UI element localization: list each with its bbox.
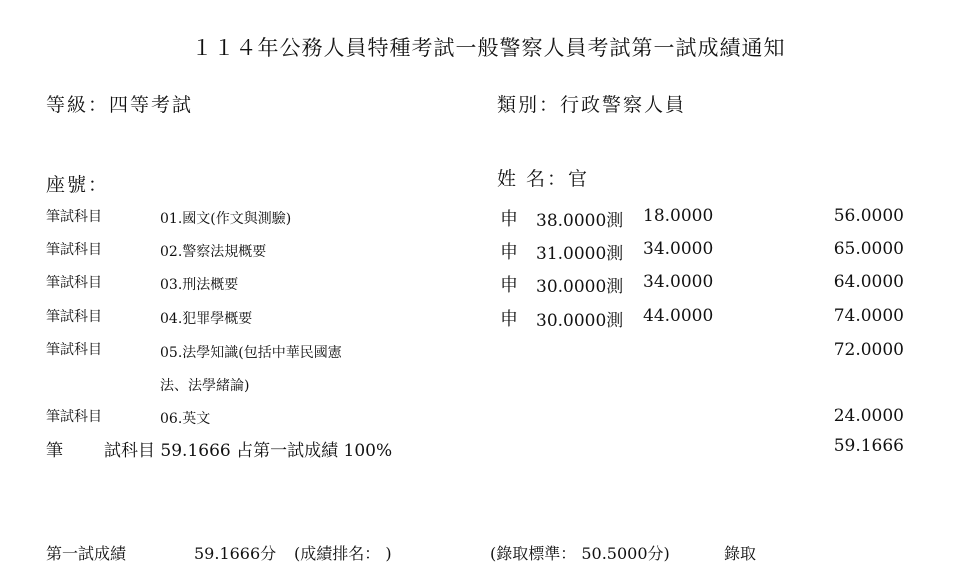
subject-label: 筆試科目 (46, 342, 102, 358)
subject-name: 03.刑法概要 (160, 277, 239, 293)
subject-score: 24.0000 (833, 406, 904, 426)
subject-name: 02.警察法規概要 (160, 244, 267, 260)
subject-label: 筆試科目 (46, 309, 102, 325)
summary-text: 試科目 59.1666 占第一試成績 100% (104, 441, 393, 461)
subject-score: 56.0000 (833, 206, 904, 226)
admission-standard: (錄取標準： 50.5000分) (490, 544, 670, 563)
subject-name: 05.法學知識(包括中華民國憲 (160, 345, 342, 361)
subject-label: 筆試科目 (46, 409, 102, 425)
subject-score: 64.0000 (833, 272, 904, 292)
exam-grade: 等級：四等考試 (46, 94, 194, 116)
test-score: 34.0000 (643, 239, 714, 259)
candidate-name: 姓 名：官 (497, 168, 590, 190)
essay-score: 30.0000測 (536, 311, 624, 331)
summary-score: 59.1666 (833, 436, 904, 456)
subject-score: 72.0000 (833, 340, 904, 360)
subject-score: 65.0000 (833, 239, 904, 259)
subject-score: 74.0000 (833, 306, 904, 326)
exam-category: 類別：行政警察人員 (497, 94, 687, 116)
essay-mark: 申 (500, 242, 518, 263)
test-score: 44.0000 (643, 306, 714, 326)
admission-status: 錄取 (724, 544, 757, 563)
subject-name: 06.英文 (160, 411, 211, 427)
subject-label: 筆試科目 (46, 275, 102, 291)
essay-score: 31.0000測 (536, 244, 624, 264)
subject-name: 04.犯罪學概要 (160, 311, 253, 327)
essay-mark: 申 (500, 209, 518, 230)
result-rank: (成績排名： ) (294, 544, 392, 563)
test-score: 34.0000 (643, 272, 714, 292)
summary-prefix: 筆 (46, 441, 63, 461)
test-score: 18.0000 (643, 206, 714, 226)
essay-score: 30.0000測 (536, 277, 624, 297)
essay-score: 38.0000測 (536, 211, 624, 231)
subject-label: 筆試科目 (46, 242, 102, 258)
subject-name-continued: 法、法學緒論) (160, 378, 250, 394)
result-score: 59.1666分 (194, 544, 277, 563)
seat-number: 座號： (46, 174, 110, 196)
result-label: 第一試成績 (46, 544, 127, 563)
notice-title: １１４年公務人員特種考試一般警察人員考試第一試成績通知 (191, 36, 786, 60)
essay-mark: 申 (500, 275, 518, 296)
subject-label: 筆試科目 (46, 209, 102, 225)
subject-name: 01.國文(作文與測驗) (160, 211, 292, 227)
essay-mark: 申 (500, 309, 518, 330)
